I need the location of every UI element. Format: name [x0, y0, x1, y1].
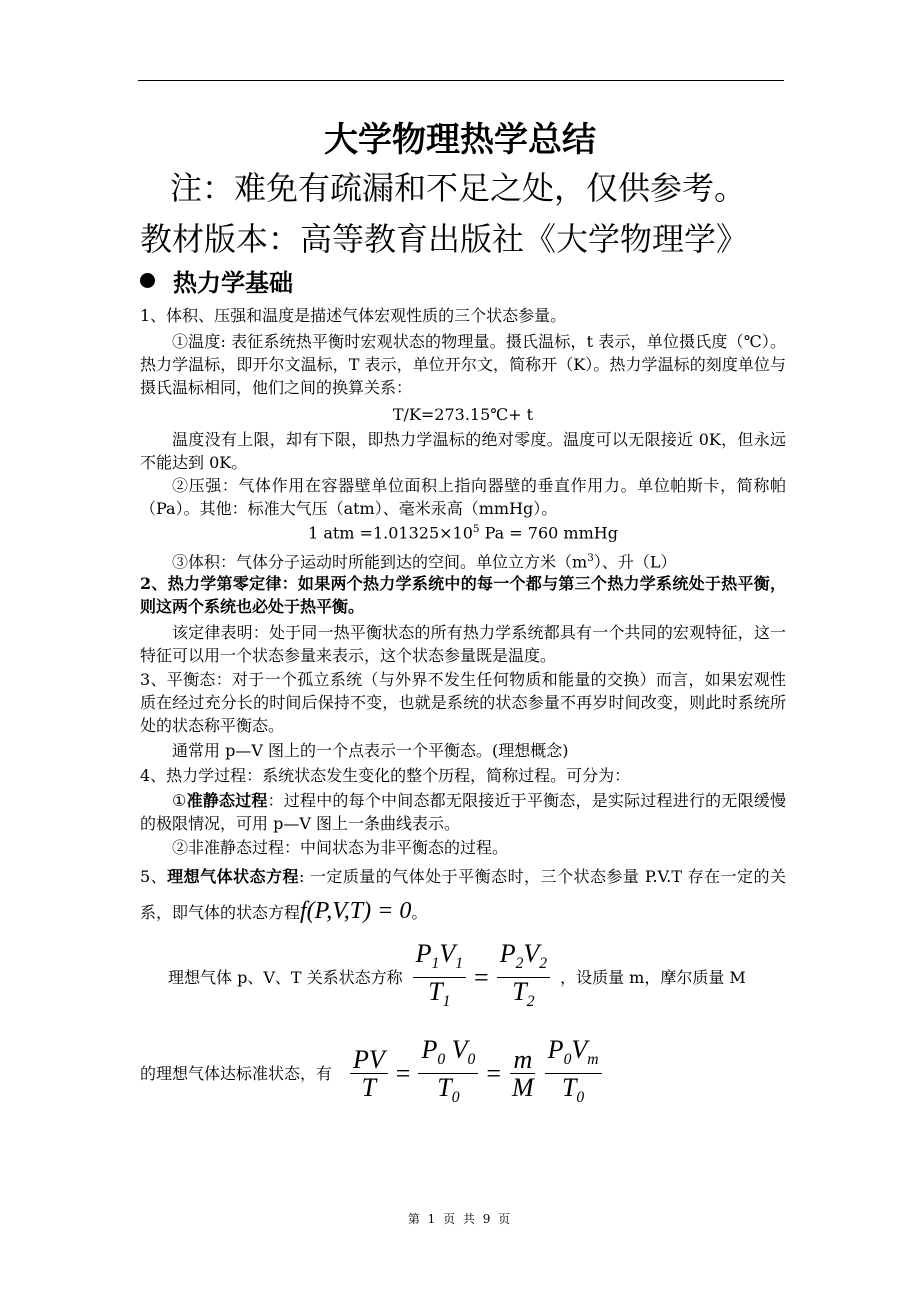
section-heading — [140, 263, 293, 298]
temperature-equation: T/K=273.15℃+ t — [392, 405, 534, 424]
item-4-nonquasistatic: ②非准静态过程：中间状态为非平衡态的过程。 — [172, 838, 509, 857]
combined-gas-law-formula: $\frac{P_1V_1}{T_1}$ = $\frac{P_2V_2}{T_2}$ — [409, 942, 554, 1013]
section-heading-text: 热力学基础 — [173, 268, 293, 297]
item-4-process: 4、热力学过程：系统状态发生变化的整个历程，简称过程。可分为： — [140, 766, 631, 785]
mass-molar-text: ，设质量 m，摩尔质量 M — [560, 968, 746, 988]
item-5-state-equation: 5、理想气体状态方程: 一定质量的气体处于平衡态时，三个状态参量 P.V.T 存在一定的关系，即气体的状态方程f(P,V,T) = 0。 — [140, 867, 786, 924]
note-line: 注：难免有疏漏和不足之处，仅供参考。 — [170, 169, 747, 207]
item-3-note: 通常用 p—V 图上的一个点表示一个平衡态。(理想概念) — [172, 741, 569, 760]
header-rule — [138, 80, 784, 81]
quasistatic-text: ：过程中的每个中间态都无限接近于平衡态，是实际过程进行的无限缓慢的极限情况，可用 p—V 图上一条曲线表示。 — [140, 791, 786, 833]
textbook-line: 教材版本：高等教育出版社《大学物理学》 — [140, 220, 749, 258]
standard-state-formula: $\frac{PV}{T}$ = $\frac{P_0 V_0}{T_0}$ = $\frac{m}{M}$ $\frac{P_0V_m}{T_0}$ — [346, 1038, 606, 1109]
item-3-equilibrium: 3、平衡态：对于一个孤立系统（与外界不发生任何物质和能量的交换）而言，如果宏观性质在经过充分长的时间后保持不变，也就是系统的状态参量不再岁时间改变，则此时系统所处的状态称平衡态。 — [140, 670, 786, 735]
page-footer: 第 1 页 共 9 页 — [407, 1212, 513, 1226]
item-2-explanation: 该定律表明：处于同一热平衡状态的所有热力学系统都具有一个共同的宏观特征，这一特征可以用一个状态参量来表示，这个状态参量既是温度。 — [140, 623, 786, 665]
atm-equation: 1 atm $=1.01325\times 10^5$ Pa = 760 mmHg — [308, 523, 618, 543]
combined-gas-law-text: 理想气体 p、V、T 关系状态方称 — [168, 968, 403, 988]
item-4-quasistatic: ①准静态过程：过程中的每个中间态都无限接近于平衡态，是实际过程进行的无限缓慢的极限情况，可用 p—V 图上一条曲线表示。 — [140, 791, 786, 833]
standard-state-line — [140, 1035, 606, 1109]
item-1-temperature — [140, 330, 786, 399]
state-equation-label: 理想气体状态方程 — [167, 867, 299, 886]
page-title: 大学物理热学总结 — [324, 120, 596, 160]
item-1: 1、体积、压强和温度是描述气体宏观性质的三个状态参量。 — [140, 306, 567, 325]
item-2-zeroth-law: 2、热力学第零定律：如果两个热力学系统中的每一个都与第三个热力学系统处于热平衡，则这两个系统也必处于热平衡。 — [140, 574, 786, 616]
bullet-icon — [140, 273, 155, 288]
temperature-text: 表征系统热平衡时宏观状态的物理量。摄氏温标，t 表示，单位摄氏度（℃）。热力学温标，即开尔文温标，T 表示，单位开尔文，简称开（K）。热力学温标的刻度单位与摄氏温标相同，他们之间的换算关系： — [140, 332, 786, 397]
state-equation-text: : 一定质量的气体处于平衡态时，三个状态参量 P.V.T 存在一定的关系，即气体的状态方程 — [140, 867, 786, 922]
item-1-pressure: ②压强：气体作用在容器壁单位面积上指向器壁的垂直作用力。单位帕斯卡，简称帕（Pa）。其他：标准大气压（atm）、毫米汞高（mmHg）。 — [140, 476, 786, 518]
state-function-formula: f(P,V,T) = 0 — [300, 898, 412, 924]
quasistatic-label: 准静态过程 — [186, 791, 268, 810]
temperature-limit: 温度没有上限，却有下限，即热力学温标的绝对零度。温度可以无限接近 0K，但永远不能达到 0K。 — [140, 430, 786, 472]
standard-state-text: 的理想气体达标准状态，有 — [140, 1064, 333, 1084]
combined-gas-law-line — [168, 939, 746, 1013]
item-1-volume: ③体积：气体分子运动时所能到达的空间。单位立方米$(m^3)$、升（L） — [172, 552, 677, 572]
temperature-label: ①温度: — [172, 332, 226, 351]
